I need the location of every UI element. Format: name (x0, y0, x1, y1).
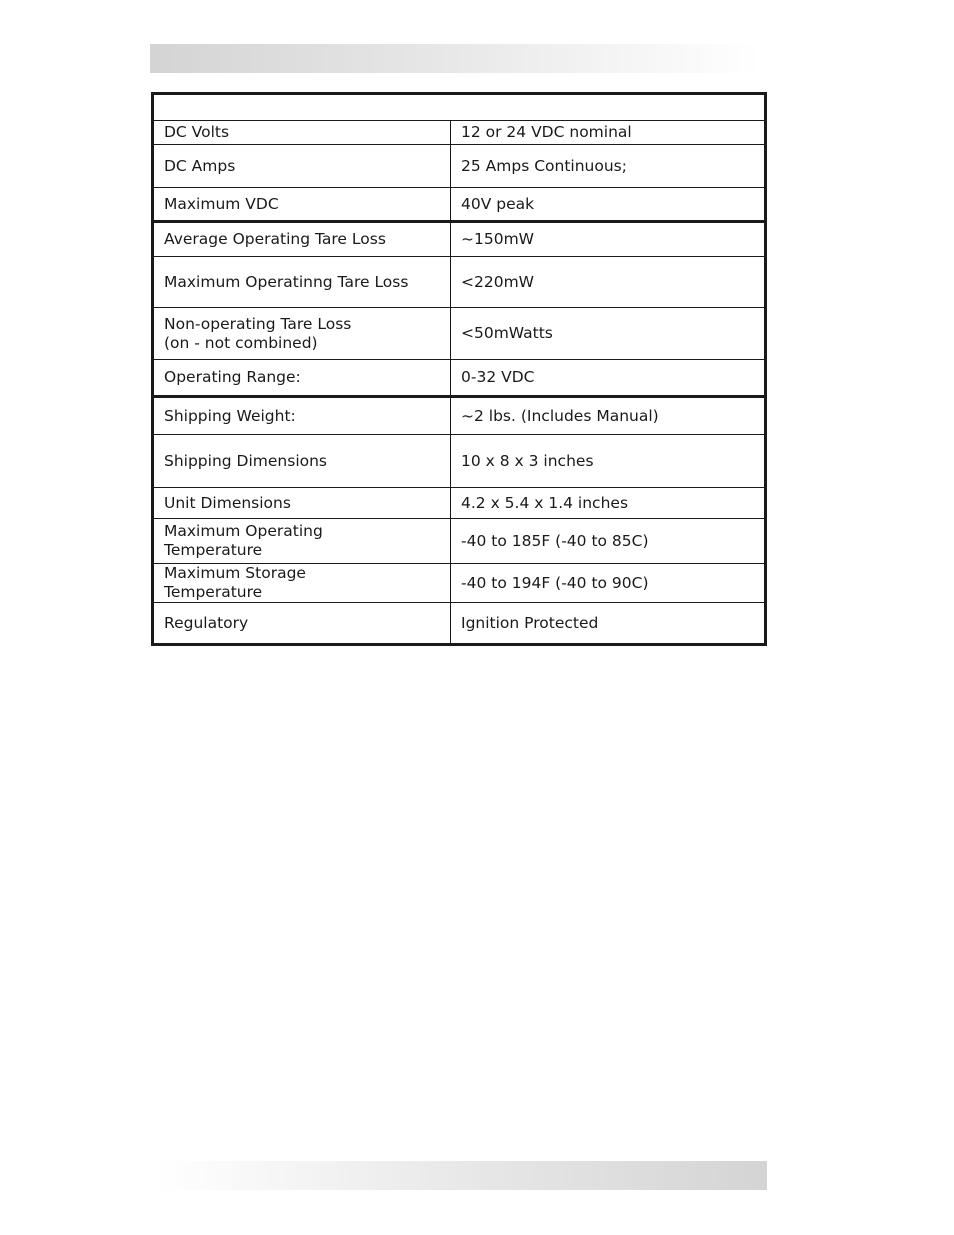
table-row (153, 488, 766, 519)
spec-value: 0-32 VDC (451, 360, 766, 397)
spec-value: 4.2 x 5.4 x 1.4 inches (451, 488, 766, 519)
specifications-table (151, 92, 767, 646)
table-row (153, 397, 766, 435)
spec-label: Maximum Storage Temperature (153, 564, 451, 603)
spec-label: Regulatory (153, 603, 451, 645)
spec-value: ~2 lbs. (Includes Manual) (451, 397, 766, 435)
table-row (153, 519, 766, 564)
spec-value: Ignition Protected (451, 603, 766, 645)
table-row (153, 360, 766, 397)
table-row (153, 564, 766, 603)
table-row (153, 145, 766, 188)
table-row (153, 308, 766, 360)
spec-value: ~150mW (451, 222, 766, 257)
spec-label: Shipping Weight: (153, 397, 451, 435)
table-row (153, 121, 766, 145)
spec-label: Shipping Dimensions (153, 435, 451, 488)
spec-value: 12 or 24 VDC nominal (451, 121, 766, 145)
spec-value: <50mWatts (451, 308, 766, 360)
spec-label: Non-operating Tare Loss (on - not combined) (153, 308, 451, 360)
spec-label: Operating Range: (153, 360, 451, 397)
footer-bar (155, 1161, 767, 1190)
table-header-row (153, 94, 766, 121)
spec-label: Average Operating Tare Loss (153, 222, 451, 257)
spec-value: 10 x 8 x 3 inches (451, 435, 766, 488)
table-row (153, 435, 766, 488)
spec-label: Maximum Operatinng Tare Loss (153, 257, 451, 308)
spec-value: -40 to 194F (-40 to 90C) (451, 564, 766, 603)
header-bar (150, 44, 760, 73)
spec-label: DC Amps (153, 145, 451, 188)
table-row (153, 257, 766, 308)
spec-label: DC Volts (153, 121, 451, 145)
table-row (153, 188, 766, 222)
spec-value: 25 Amps Continuous; (451, 145, 766, 188)
spec-value: -40 to 185F (-40 to 85C) (451, 519, 766, 564)
table-header (153, 94, 766, 121)
spec-value: 40V peak (451, 188, 766, 222)
table-row (153, 603, 766, 645)
spec-label: Unit Dimensions (153, 488, 451, 519)
spec-label: Maximum VDC (153, 188, 451, 222)
spec-value: <220mW (451, 257, 766, 308)
table-row (153, 222, 766, 257)
spec-label: Maximum Operating Temperature (153, 519, 451, 564)
